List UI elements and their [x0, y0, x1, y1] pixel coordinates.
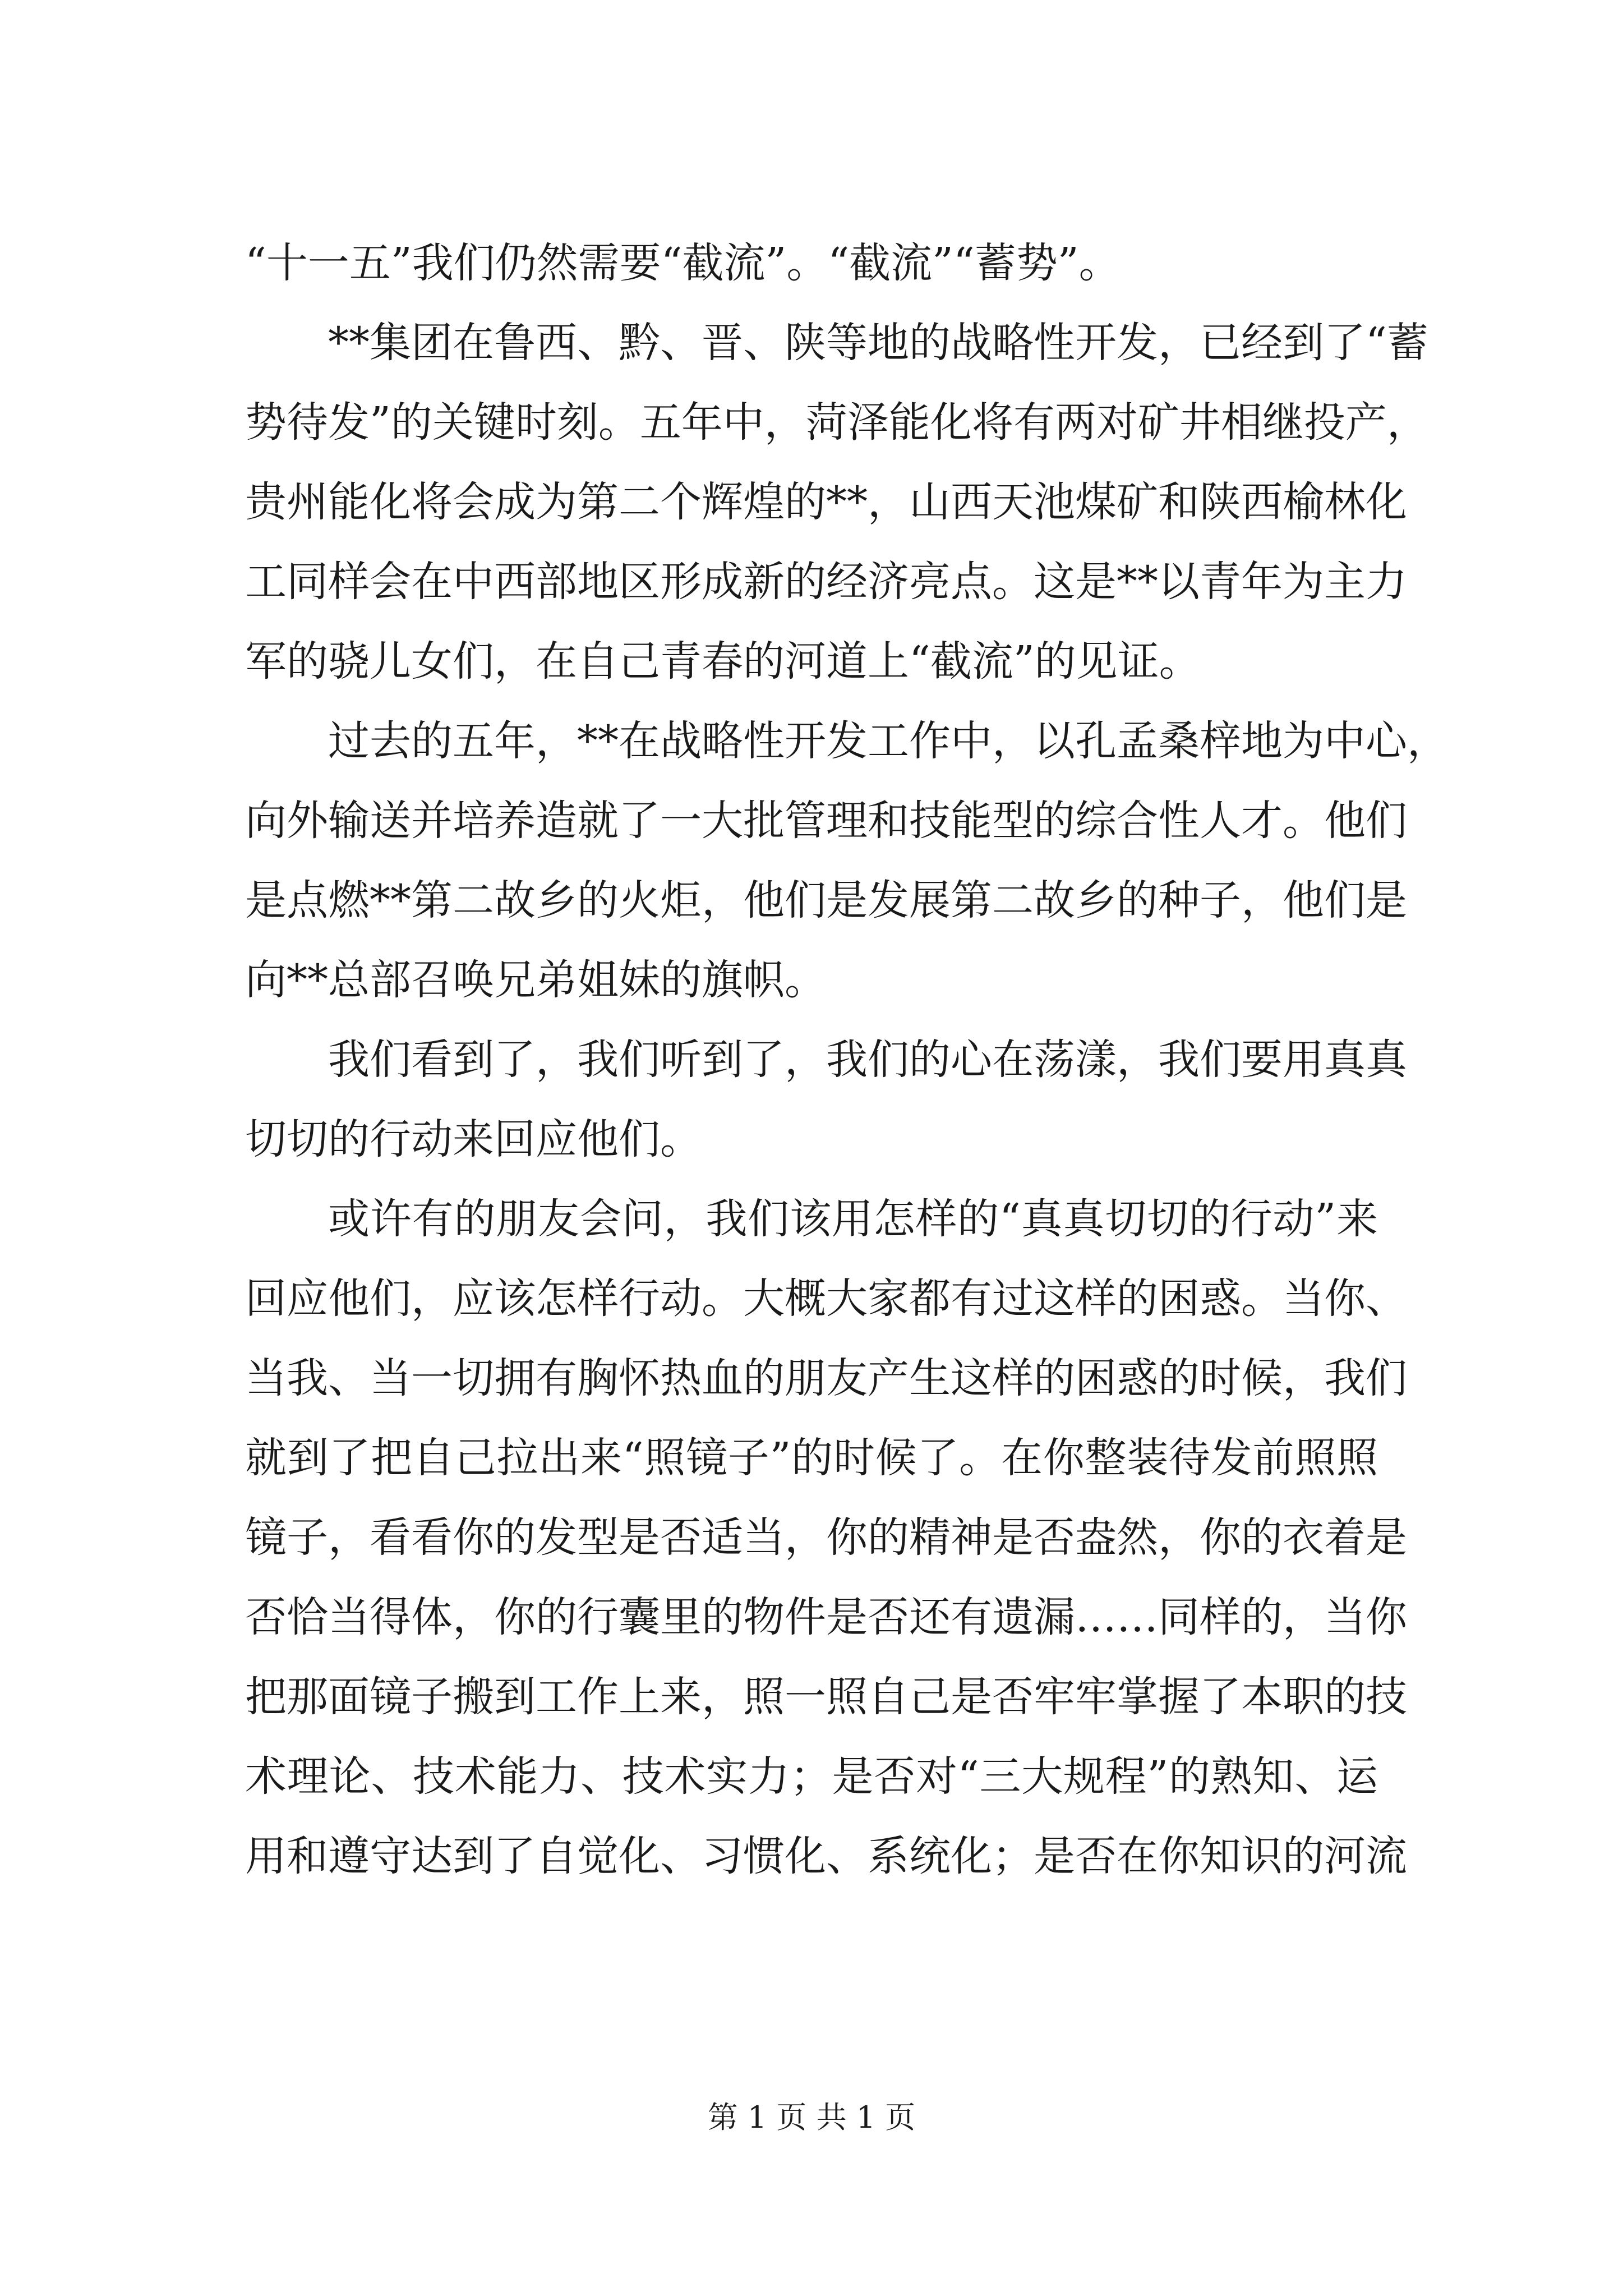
page-footer: 第 1 页 共 1 页 [707, 2100, 916, 2135]
text-line: 工同样会在中西部地区形成新的经济亮点。这是**以青年为主力 [245, 558, 1407, 606]
text-line: 就到了把自己拉出来“照镜子”的时候了。在你整装待发前照照 [245, 1434, 1378, 1482]
text-line: 回应他们，应该怎样行动。大概大家都有过这样的困惑。当你、 [245, 1274, 1407, 1323]
text-line: 用和遵守达到了自觉化、习惯化、系统化；是否在你知识的河流 [245, 1832, 1407, 1880]
text-line: 把那面镜子搬到工作上来，照一照自己是否牢牢掌握了本职的技 [245, 1673, 1407, 1721]
text-line: 镜子，看看你的发型是否适当，你的精神是否盎然，你的衣着是 [245, 1513, 1407, 1562]
text-line: 我们看到了，我们听到了，我们的心在荡漾，我们要用真真 [328, 1036, 1407, 1084]
text-line: 向**总部召唤兄弟姐妹的旗帜。 [245, 956, 826, 1004]
text-line: 切切的行动来回应他们。 [245, 1115, 702, 1163]
text-line: “十一五”我们仍然需要“截流”。“截流”“蓄势”。 [245, 239, 1121, 287]
text-line: 过去的五年，**在战略性开发工作中，以孔孟桑梓地为中心， [328, 717, 1449, 765]
text-line: 或许有的朋友会问，我们该用怎样的“真真切切的行动”来 [328, 1195, 1378, 1243]
text-line: 贵州能化将会成为第二个辉煌的**，山西天池煤矿和陕西榆林化 [245, 478, 1407, 526]
text-line: 向外输送并培养造就了一大批管理和技能型的综合性人才。他们 [245, 797, 1407, 845]
text-line: **集团在鲁西、黔、晋、陕等地的战略性开发，已经到了“蓄 [328, 319, 1428, 367]
text-line: 是点燃**第二故乡的火炬，他们是发展第二故乡的种子，他们是 [245, 876, 1407, 924]
text-line: 否恰当得体，你的行囊里的物件是否还有遗漏……同样的，当你 [245, 1593, 1407, 1641]
text-line: 军的骁儿女们，在自己青春的河道上“截流”的见证。 [245, 637, 1201, 685]
text-line: 势待发”的关键时刻。五年中，菏泽能化将有两对矿井相继投产， [245, 398, 1428, 447]
body-text [245, 223, 1449, 1896]
text-line: 术理论、技术能力、技术实力；是否对“三大规程”的熟知、运 [245, 1752, 1378, 1801]
text-line: 当我、当一切拥有胸怀热血的朋友产生这样的困惑的时候，我们 [245, 1354, 1407, 1402]
